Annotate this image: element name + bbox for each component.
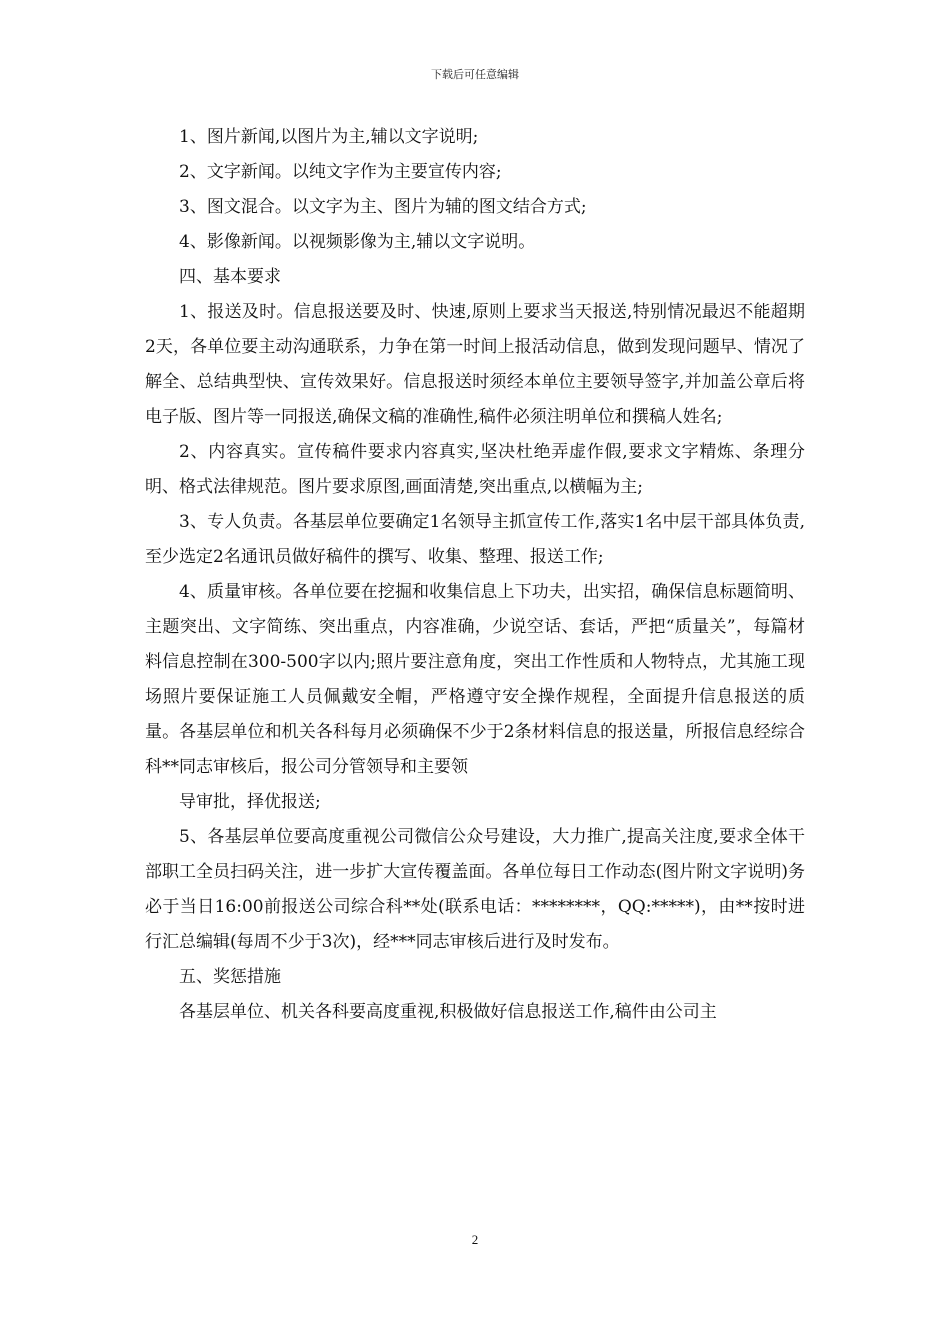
paragraph-requirement-5: 5、各基层单位要高度重视公司微信公众号建设，大力推广,提高关注度,要求全体干部职工全员扫码关注，进一步扩大宣传覆盖面。各单位每日工作动态(图片附文字说明)务必于当日16:00前报送公司综合科**处(联系电话：********，QQ:*****)，由**按时进行汇总编辑(每周不少于3次)，经***同志审核后进行及时发布。: [145, 827, 805, 952]
section-heading-rewards-penalties: 五、奖惩措施: [179, 967, 281, 987]
section-heading-basic-requirements: 四、基本要求: [179, 267, 281, 287]
page-header-note: 下载后可任意编辑: [431, 68, 519, 81]
paragraph-requirement-1: 1、报送及时。信息报送要及时、快速,原则上要求当天报送,特别情况最迟不能超期2天，各单位要主动沟通联系，力争在第一时间上报活动信息，做到发现问题早、情况了解全、总结典型快、宣传效果好。信息报送时须经本单位主要领导签字,并加盖公章后将电子版、图片等一同报送,确保文稿的准确性,稿件必须注明单位和撰稿人姓名;: [145, 302, 805, 427]
paragraph-news-type-2: 2、文字新闻。以纯文字作为主要宣传内容;: [179, 162, 502, 182]
document-body: [145, 120, 805, 1030]
paragraph-requirement-4: 4、质量审核。各单位要在挖掘和收集信息上下功夫，出实招，确保信息标题简明、主题突出、文字简练、突出重点，内容准确，少说空话、套话，严把“质量关”，每篇材料信息控制在300-500字以内;照片要注意角度，突出工作性质和人物特点，尤其施工现场照片要保证施工人员佩戴安全帽，严格遵守安全操作规程，全面提升信息报送的质量。各基层单位和机关各科每月必须确保不少于2条材料信息的报送量，所报信息经综合科**同志审核后，报公司分管领导和主要领: [145, 582, 805, 777]
paragraph-rewards-intro: 各基层单位、机关各科要高度重视,积极做好信息报送工作,稿件由公司主: [179, 1002, 717, 1022]
paragraph-news-type-3: 3、图文混合。以文字为主、图片为辅的图文结合方式;: [179, 197, 587, 217]
paragraph-requirement-3: 3、专人负责。各基层单位要确定1名领导主抓宣传工作,落实1名中层干部具体负责,至少选定2名通讯员做好稿件的撰写、收集、整理、报送工作;: [145, 512, 805, 567]
paragraph-requirement-2: 2、内容真实。宣传稿件要求内容真实,坚决杜绝弄虚作假,要求文字精炼、条理分明、格式法律规范。图片要求原图,画面清楚,突出重点,以横幅为主;: [145, 442, 805, 497]
paragraph-requirement-4-continued: 导审批，择优报送;: [179, 792, 321, 812]
paragraph-news-type-4: 4、影像新闻。以视频影像为主,辅以文字说明。: [179, 232, 536, 252]
paragraph-news-type-1: 1、图片新闻,以图片为主,辅以文字说明;: [179, 127, 479, 147]
page-number: 2: [471, 1232, 479, 1247]
